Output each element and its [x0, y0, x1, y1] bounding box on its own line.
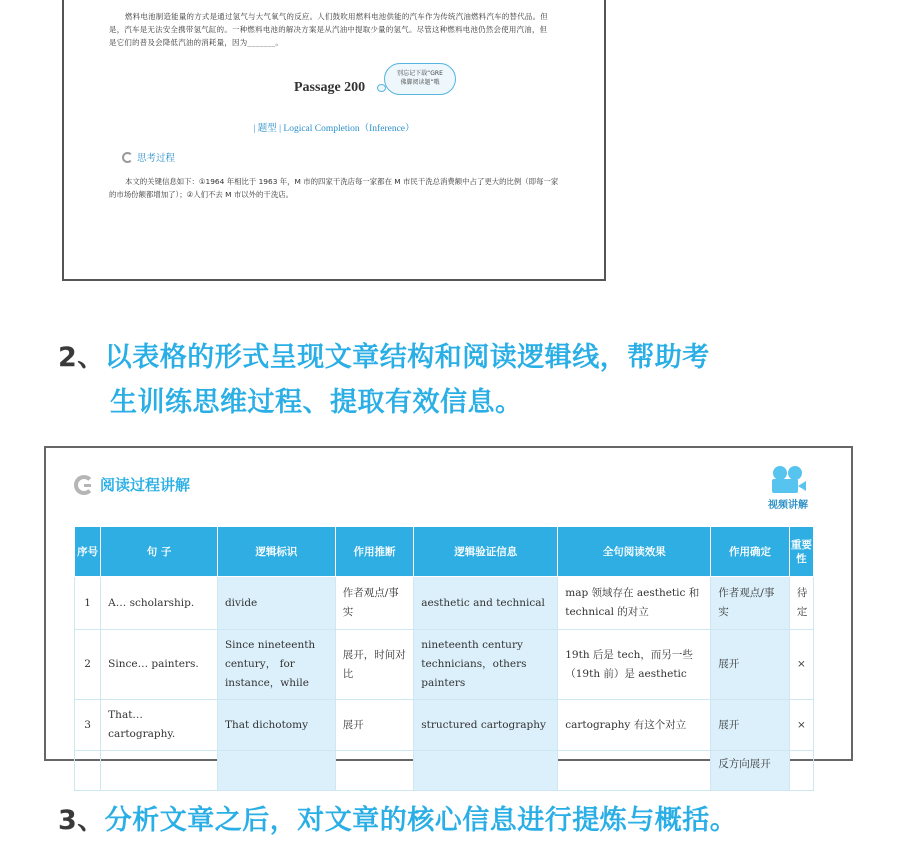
cell-sentence: A… scholarship. [101, 577, 218, 630]
cell-importance [789, 751, 813, 791]
section-2-number: 2、 [58, 342, 105, 373]
cell-index: 1 [75, 577, 101, 630]
cloud-text-line1: 别忘记下载“GRE [397, 70, 443, 77]
cell-logic-marker [217, 751, 335, 791]
section-3-text: 分析文章之后，对文章的核心信息进行提炼与概括。 [104, 805, 738, 836]
video-explanation-button[interactable] [763, 466, 813, 511]
cell-logic-verification: aesthetic and technical [414, 577, 558, 630]
download-reminder-cloud [384, 63, 456, 95]
cell-sentence [101, 751, 218, 791]
cell-role-confirmed: 展开 [711, 700, 790, 751]
table-row [75, 751, 814, 791]
table-row [75, 700, 814, 751]
reading-process-panel [44, 446, 853, 770]
cell-logic-marker: That dichotomy [217, 700, 335, 751]
cell-sentence: That… cartography. [101, 700, 218, 751]
cell-role-confirmed: 展开 [711, 630, 790, 700]
think-process-label: 思考过程 [137, 153, 176, 164]
cell-role-confirmed: 反方向展开 [711, 751, 790, 791]
cell-importance: 待定 [789, 577, 813, 630]
header-logic-verification: 逻辑验证信息 [414, 527, 558, 577]
cell-logic-verification [414, 751, 558, 791]
cell-index: 2 [75, 630, 101, 700]
header-role-inference: 作用推断 [335, 527, 414, 577]
video-camera-icon [768, 466, 808, 494]
panel-title: 阅读过程讲解 [100, 476, 191, 494]
section-3-number: 3、 [58, 805, 105, 836]
header-sentence: 句 子 [101, 527, 218, 577]
cell-role-inference: 展开 [335, 700, 414, 751]
cell-reading-effect [558, 751, 711, 791]
cell-index [75, 751, 101, 791]
section-2-line1: 以表格的形式呈现文章结构和阅读逻辑线，帮助考 [104, 342, 710, 373]
section-logo-icon [122, 152, 133, 163]
book-page-excerpt [62, 0, 606, 281]
section-logo-icon [74, 475, 94, 495]
table-row [75, 630, 814, 700]
cell-logic-marker: Since nineteenth century， for instance，while [217, 630, 335, 700]
cell-role-confirmed: 作者观点/事实 [711, 577, 790, 630]
section-2-heading [58, 335, 848, 425]
cell-role-inference: 展开，时间对比 [335, 630, 414, 700]
cloud-text-line2: 佛脚阅读题”哦 [400, 79, 440, 86]
cell-logic-verification: structured cartography [414, 700, 558, 751]
cell-logic-verification: nineteenth century technicians，others painters [414, 630, 558, 700]
video-explanation-label: 视频讲解 [768, 500, 808, 511]
passage-paragraph: 燃料电池制造能量的方式是通过氢气与大气氧气的反应。人们鼓吹用燃料电池供能的汽车作为传统汽油燃料汽车的替代品。但是，汽车是无法安全携带氢气缸的。一种燃料电池的解决方案是从汽油中提取少量的氢气。尽管这种燃料电池仍然会使用汽油，但是它们的普及会降低汽油的消耗量，因为_______。 [109, 12, 548, 47]
cell-logic-marker: divide [217, 577, 335, 630]
cell-role-inference: 作者观点/事实 [335, 577, 414, 630]
cell-role-inference [335, 751, 414, 791]
question-type: | 题型 | Logical Completion（Inference） [253, 124, 415, 134]
panel-heading [74, 474, 190, 495]
header-logic-marker: 逻辑标识 [217, 527, 335, 577]
cell-reading-effect: cartography 有这个对立 [558, 700, 711, 751]
cell-sentence: Since… painters. [101, 630, 218, 700]
header-role-confirmed: 作用确定 [711, 527, 790, 577]
header-reading-effect: 全句阅读效果 [558, 527, 711, 577]
table-row [75, 577, 814, 630]
reading-logic-table [74, 526, 814, 791]
cell-reading-effect: 19th 后是 tech，而另一些（19th 前）是 aesthetic [558, 630, 711, 700]
header-importance: 重要性 [789, 527, 813, 577]
section-2-line2: 生训练思维过程、提取有效信息。 [110, 387, 523, 418]
section-3-heading [58, 798, 737, 843]
cell-importance: × [789, 630, 813, 700]
think-process-heading [122, 150, 175, 164]
passage-title: Passage 200 [294, 80, 366, 95]
table-header-row [75, 527, 814, 577]
header-index: 序号 [75, 527, 101, 577]
think-process-paragraph: 本文的关键信息如下：①1964 年相比于 1963 年，M 市的四家干洗店每一家都在 M 市民干洗总消费额中占了更大的比例（即每一家的市场份额都增加了）；②人们不去 M 市以外的干洗店。 [109, 177, 559, 199]
cell-index: 3 [75, 700, 101, 751]
cell-reading-effect: map 领域存在 aesthetic 和 technical 的对立 [558, 577, 711, 630]
cell-importance: × [789, 700, 813, 751]
